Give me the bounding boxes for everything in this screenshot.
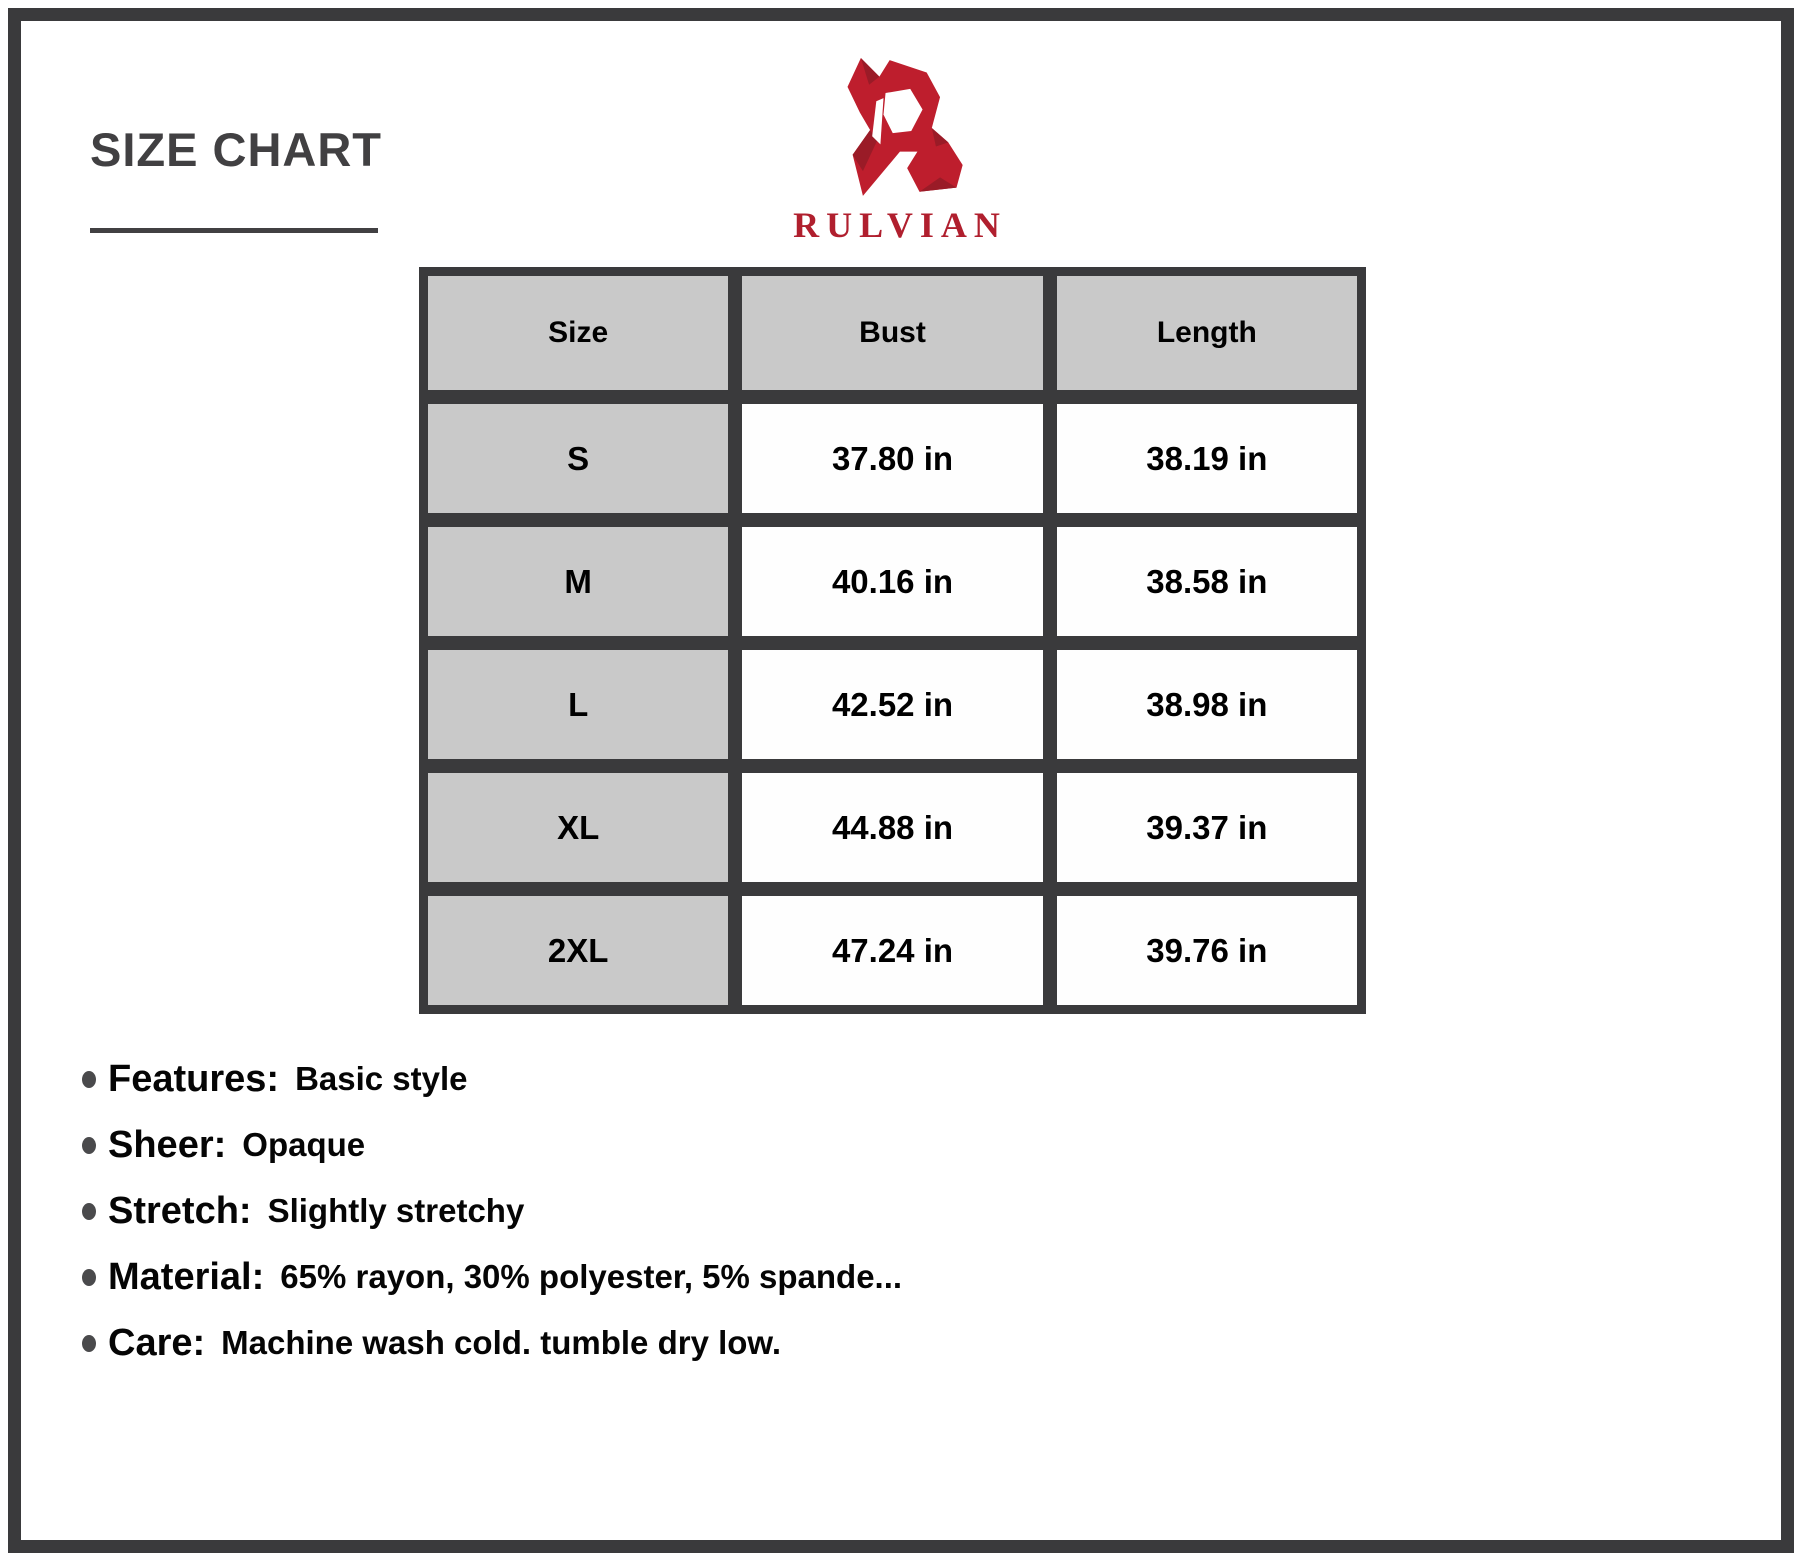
detail-item-sheer (82, 1112, 902, 1178)
r-mark-icon (838, 56, 966, 202)
detail-value: Machine wash cold. tumble dry low. (221, 1324, 782, 1361)
size-cell: 2XL (428, 896, 728, 1005)
brand-name: RULVIAN (793, 205, 1007, 245)
detail-value: Basic style (295, 1060, 468, 1097)
size-cell: XL (428, 773, 728, 882)
detail-item-features (82, 1046, 902, 1112)
size-cell: S (428, 404, 728, 513)
detail-item-stretch (82, 1178, 902, 1244)
detail-value: Opaque (242, 1126, 366, 1163)
bust-cell: 44.88 in (742, 773, 1042, 882)
detail-item-material (82, 1244, 902, 1310)
bust-cell: 40.16 in (742, 527, 1042, 636)
length-cell: 38.98 in (1057, 650, 1357, 759)
size-table (419, 267, 1366, 1014)
bullet-icon (82, 1137, 96, 1154)
bust-cell: 37.80 in (742, 404, 1042, 513)
detail-value: 65% rayon, 30% polyester, 5% spande... (280, 1258, 903, 1295)
details-list (82, 1046, 902, 1376)
length-cell: 38.58 in (1057, 527, 1357, 636)
brand-logo-icon (838, 56, 966, 202)
detail-label: Care: (108, 1321, 206, 1364)
detail-label: Sheer: (108, 1123, 227, 1166)
detail-label: Material: (108, 1255, 265, 1298)
bust-cell: 47.24 in (742, 896, 1042, 1005)
bullet-icon (82, 1203, 96, 1220)
column-header-length: Length (1057, 276, 1357, 390)
size-cell: L (428, 650, 728, 759)
detail-item-care (82, 1310, 902, 1376)
page-title: SIZE CHART (90, 123, 382, 176)
detail-value: Slightly stretchy (267, 1192, 525, 1229)
length-cell: 39.37 in (1057, 773, 1357, 882)
detail-label: Features: (108, 1057, 280, 1100)
bust-cell: 42.52 in (742, 650, 1042, 759)
column-header-bust: Bust (742, 276, 1042, 390)
bullet-icon (82, 1071, 96, 1088)
length-cell: 39.76 in (1057, 896, 1357, 1005)
size-cell: M (428, 527, 728, 636)
detail-label: Stretch: (108, 1189, 252, 1232)
column-header-size: Size (428, 276, 728, 390)
bullet-icon (82, 1269, 96, 1286)
length-cell: 38.19 in (1057, 404, 1357, 513)
bullet-icon (82, 1335, 96, 1352)
